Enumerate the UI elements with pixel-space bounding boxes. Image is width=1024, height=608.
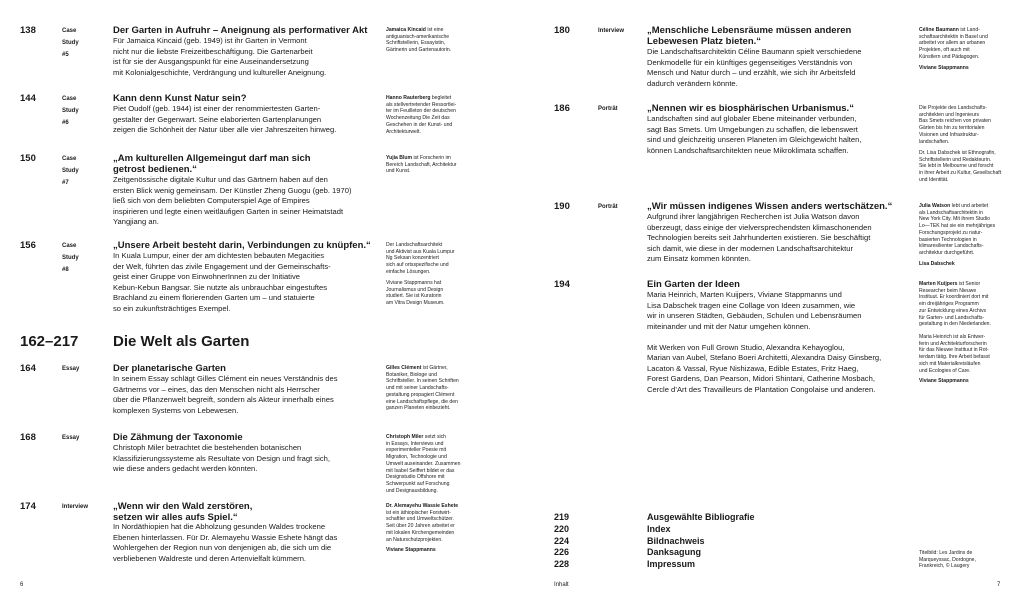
section-range: 162–217	[20, 333, 79, 350]
author-signature: Viviane Stappmanns	[386, 547, 436, 554]
endmatter-title: Index	[647, 523, 671, 534]
page-number: 219	[554, 512, 570, 522]
entry-summary: Piet Oudolf (geb. 1944) ist einer der renommiertesten Garten- gestalter der Gegenwart. Seine elaborierten Gartenplanungen zeigen die Schönheit der Natur über alle vier Jahreszeiten hinweg.	[113, 104, 337, 134]
entry-title: Der Garten in Aufruhr – Aneignung als performativer Akt	[113, 25, 368, 36]
entry-category: Interview	[62, 504, 89, 510]
author-bio-text: ist Gärtner, Botaniker, Biologe und Schriftsteller. In seinen Schriften und mit seiner Landschafts- gestaltung propagiert Clément eine Landschaftspflege, die den ganzen Planeten einbezieht.	[386, 365, 459, 412]
entry-category: Essay	[62, 366, 80, 372]
page-number: 164	[20, 363, 36, 374]
endmatter-list	[554, 512, 755, 571]
author-bio-text: Der Landschaftsarchitekt und Aktivist aus Kuala Lumpur Ng Seksan konzentriert sich auf ortsspezifische und einfache Lösungen.	[386, 242, 455, 275]
author-name: Yujia Blum	[386, 155, 413, 161]
entry-title: „Am kulturellen Allgemeingut darf man sich getrost bedienen.“	[113, 153, 311, 175]
author-name: Christoph Miler	[386, 434, 424, 440]
author-name: Jamaica Kincaid	[386, 27, 426, 33]
entry-summary: Für Jamaica Kincaid (geb. 1949) ist ihr Garten in Vermont nicht nur die liebste Freizeitbeschäftigung. Die Gartenarbeit ist für sie der Ausgangspunkt für eine Auseinandersetzung mit Kolonialgeschichte, Verdrängung und kultureller Aneignung.	[113, 36, 327, 77]
page-number: 190	[554, 201, 570, 212]
section-title: Die Welt als Garten	[113, 333, 250, 350]
endmatter-title: Bildnachweis	[647, 535, 705, 546]
entry-summary: Landschaften sind auf globaler Ebene miteinander verbunden, sagt Bas Smets. Um Umgebungen zu schaffen, die lebenswert sind und gleichzeitig unseren Planeten im Gleichgewicht halten, können Landschaftsarchitekten neue Mikroklimata schaffen.	[647, 114, 862, 155]
page-number: 138	[20, 25, 36, 36]
author-bio	[386, 503, 486, 554]
author-bio	[386, 365, 486, 412]
entry-title: Der planetarische Garten	[113, 363, 226, 374]
author-bio-text: ist Forscherin im Bereich Landschaft, Architektur und Kunst.	[386, 155, 457, 175]
author-name: Céline Baumann	[919, 27, 959, 33]
author-name: Gilles Clément	[386, 365, 422, 371]
page-number: 174	[20, 501, 36, 512]
entry-summary: In Kuala Lumpur, einer der am dichtesten bebauten Megacities der Welt, führten das zivile Engagement und der Gemeinschafts- geist einer Gruppe von EinwohnerInnen zu der Initiative Kebun-Kebun Bangsar. Sie nutzte als unbrauchbar eingestuftes Brachland zu einem florierenden Garten um – und statuierte so ein zukunftsträchtiges Exempel.	[113, 251, 331, 313]
author-bio	[919, 281, 1019, 328]
author-bio	[386, 155, 486, 175]
entry-summary: Aufgrund ihrer langjährigen Recherchen ist Julia Watson davon überzeugt, dass einige der vielversprechendsten klimaschonenden Technologien bereits seit Jahrhunderten existieren. Sie beschäftigt sich damit, wie diese in der modernen Landschaftsarchitektur zum Einsatz kommen könnten.	[647, 212, 872, 263]
author-bio-text: lebt und arbeitet als Landschaftsarchitektin in New York City. Mit ihrem Studio Lo—TEK hat sie ein mehrjähriges Forschungsprojekt zu natur- basierten Technologien in klimaresilienter Landschafts- architektur durchgeführt.	[919, 203, 996, 256]
author-bio-secondary: Viviane Stappmanns hat Journalismus und Design studiert. Sie ist Kuratorin am Vitra Design Museum.	[386, 280, 445, 307]
author-bio-text: setzt sich in Essays, Interviews und experimenteller Poesie mit Migration, Technologie und Umwelt auseinander. Zusammen mit Isabel Seiffert bildet er das Designstudio Offshore mit Schwerpunkt auf Forschung und Designausbildung.	[386, 434, 461, 494]
page-number: 144	[20, 93, 36, 104]
entry-title: „Unsere Arbeit besteht darin, Verbindungen zu knüpfen.“	[113, 240, 371, 251]
page-number: 194	[554, 279, 570, 290]
endmatter-item[interactable]	[554, 524, 755, 536]
endmatter-title: Impressum	[647, 559, 696, 570]
endmatter-item[interactable]	[554, 512, 755, 524]
author-bio-text: ist Land- schaftsarchitektin in Basel und arbeitet vor allem an urbanen Projekten, oft auch mit Künstlern und Pädagogen.	[919, 27, 988, 60]
page-number: 186	[554, 103, 570, 114]
page-number: 228	[554, 559, 570, 570]
endmatter-item[interactable]	[554, 536, 755, 548]
author-bio-text: ist Senior Researcher beim Nieuwe Instituut. Er koordiniert dort mit ein dreijähriges Programm zur Entwicklung eines Archivs für Garten- und Landschafts- gestaltung in den Niederlanden.	[919, 281, 991, 328]
page-number: 168	[20, 432, 36, 443]
author-bio	[386, 27, 486, 54]
author-bio-text: begleitet als stellvertretender Ressortlei- ter im Feuilleton der deutschen Wochenzeitung Die Zeit das Geschehen in der Kunst- und Architekturwelt.	[386, 95, 457, 135]
page-number: 220	[554, 523, 570, 534]
entry-category: Interview	[598, 28, 625, 34]
entry-title: „Wir müssen indigenes Wissen anders wertschätzen.“	[647, 201, 893, 212]
entry-category: Porträt	[598, 106, 618, 112]
author-bio	[919, 27, 1019, 71]
entry-title: „Menschliche Lebensräume müssen anderen Lebewesen Platz bieten.“	[647, 25, 852, 47]
author-bio	[919, 203, 1019, 267]
author-signature: Viviane Stappmanns	[919, 64, 969, 71]
entry-summary: Maria Heinrich, Marten Kuijpers, Viviane Stappmanns und Lisa Dabschek tragen eine Collage von Ideen zusammen, wie wir in unseren Städten, Gebäuden, Schulen und Lebensräumen miteinander und mit der Natur umgehen können. Mit Werken von Full Grown Studio, Alexandra Kehayoglou, Marian van Aubel, Stefano Boeri Architetti, Alexandra Daisy Ginsberg, Lacaton & Vassal, Ryue Nishizawa, Edible Estates, Fritz Haeg, Forest Gardens, Dan Pearson, Midori Shintani, Catherine Mosbach, Cercle d’Art des Travailleurs de Plantation Congolaise und anderen.	[647, 290, 882, 394]
folio-right: 7	[997, 582, 1001, 588]
entry-summary: Zeitgenössische digitale Kultur und das Gärtnern haben auf den ersten Blick wenig gemeinsam. Der Künstler Zheng Guogu (geb. 1970) ließ sich von dem beliebten Computerspiel Age of Empires inspirieren und legte einen weitläufigen Garten in seiner Heimatstadt Yangjiang an.	[113, 175, 352, 226]
page-number: 224	[554, 535, 570, 546]
author-bio	[386, 434, 486, 494]
author-name: Marten Kuijpers	[919, 281, 958, 287]
author-bio-secondary: Dr. Lisa Dabschek ist Ethnografin, Schriftstellerin und Redakteurin. Sie lebt in Melbourne und forscht in ihrer Arbeit zu Kultur, Gesellschaft und Identität.	[919, 150, 1002, 183]
entry-title: „Wenn wir den Wald zerstören, setzen wir alles aufs Spiel.“	[113, 501, 253, 523]
entry-summary: In seinem Essay schlägt Gilles Clément ein neues Verständnis des Gärtnerns vor – eines, das den Menschen nicht als Herrscher über die Pflanzenwelt begreift, sondern als Akteur innerhalb eines komplexen Systems von Lebewesen.	[113, 374, 338, 415]
folio-left: 6	[20, 582, 24, 588]
entry-summary: Die Landschaftsarchitektin Céline Baumann spielt verschiedene Denkmodelle für ein künftiges gegenseitiges Verständnis von Mensch und Natur durch – und erzählt, wie sich ihr Arbeitsfeld dadurch verändern könnte.	[647, 47, 862, 88]
author-bio-text: ist ein äthiopischer Forstwirt- schaftler und Umweltschützer. Seit über 20 Jahren arbeitet er mit lokalen Kirchengemeinden an Naturschutzprojekten.	[386, 509, 455, 543]
entry-title: Ein Garten der Ideen	[647, 279, 740, 290]
cover-caption: Titelbild: Les Jardins de Marqueyssac, Dordogne, Frankreich, © Laugery	[919, 550, 976, 570]
author-bio-text: Maria Heinrich ist als Entwer- ferin und Architekturforscherin für das Nieuwe Instituut in Rot- terdam tätig. Ihre Arbeit befasst sich mit Materialkreisläufen und Ecologies of Care.	[919, 334, 990, 374]
endmatter-item[interactable]	[554, 559, 755, 571]
page-number: 226	[554, 547, 570, 558]
author-name: Hanno Rauterberg	[386, 95, 431, 101]
entry-category: Case Study #5	[62, 28, 79, 58]
author-bio	[386, 95, 486, 135]
entry-category: Case Study #8	[62, 243, 79, 273]
entry-title: Kann denn Kunst Natur sein?	[113, 93, 247, 104]
author-bio-secondary	[919, 334, 1019, 385]
author-signature: Lisa Dabschek	[919, 260, 955, 267]
endmatter-item[interactable]	[554, 547, 755, 559]
entry-category: Case Study #7	[62, 156, 79, 186]
author-name: Julia Watson	[919, 203, 951, 209]
endmatter-title: Danksagung	[647, 547, 702, 558]
entry-title: „Nennen wir es biosphärischen Urbanismus.“	[647, 103, 854, 114]
author-name: Dr. Alemayehu Wassie Eshete	[386, 503, 459, 509]
author-bio: Die Projekte des Landschafts- architekten und Ingenieurs Bas Smets reichen von privaten Gärten bis hin zu territorialen Visionen und Infrastruktur- landschaften.	[919, 105, 991, 145]
endmatter-title: Ausgewählte Bibliografie	[647, 512, 755, 522]
entry-category: Case Study #6	[62, 96, 79, 126]
entry-category: Porträt	[598, 204, 618, 210]
page-number: 156	[20, 240, 36, 251]
page-number: 180	[554, 25, 570, 36]
author-signature: Viviane Stappmanns	[919, 378, 969, 385]
entry-summary: In Nordäthiopien hat die Abholzung gesunden Waldes trockene Ebenen hinterlassen. Für Dr. Alemayehu Wassie Eshete hängt das Wohlergehen der Region nun von denjenigen ab, die sich um die verbliebenen Waldreste und deren Artenvielfalt kümmern.	[113, 522, 338, 563]
author-bio-text: ist eine antiguanisch-amerikanische Schriftstellerin, Essayistin, Gärtnerin und Gartenautorin.	[386, 27, 452, 54]
entry-category: Essay	[62, 435, 80, 441]
page-number: 150	[20, 153, 36, 164]
running-foot: Inhalt	[554, 582, 569, 588]
entry-summary: Christoph Miler betrachtet die bestehenden botanischen Klassifizierungssysteme als Resultate von Design und fragt sich, wie diese anders gedacht werden könnten.	[113, 443, 330, 473]
author-bio	[386, 242, 486, 276]
entry-title: Die Zähmung der Taxonomie	[113, 432, 243, 443]
